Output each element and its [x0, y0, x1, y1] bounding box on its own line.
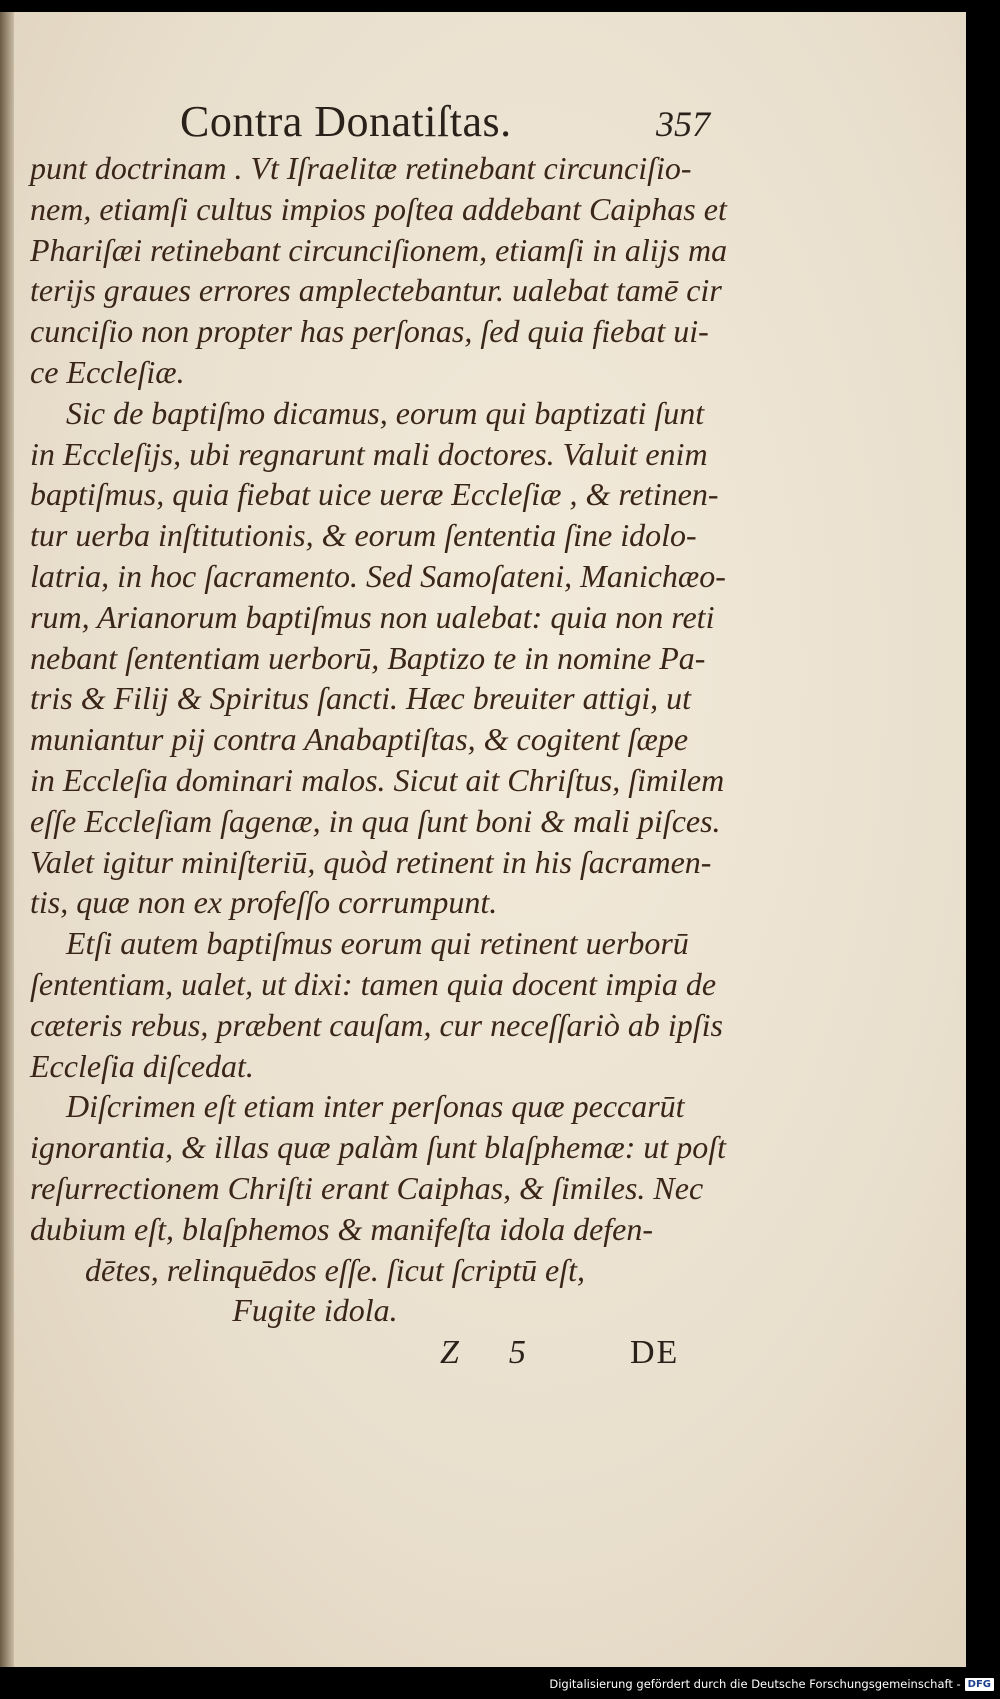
text-line: baptiſmus, quia fiebat uice ueræ Eccleſiæ , & retinen- [30, 476, 719, 513]
binding-gutter [0, 12, 14, 1667]
credit-text: Digitalisierung gefördert durch die Deutsche Forschungsgemeinschaft - [549, 1677, 961, 1691]
text-line: tis, quæ non ex profeſſo corrumpunt. [30, 884, 498, 921]
page-number: 357 [656, 104, 710, 144]
text-line: rum, Arianorum baptiſmus non ualebat: quia non reti [30, 598, 715, 635]
text-line: latria, in hoc ſacramento. Sed Samoſateni, Manichæo- [30, 557, 726, 594]
text-line: Etſi autem baptiſmus eorum qui retinent uerborū [66, 925, 689, 962]
text-line: ce Eccleſiæ. [30, 353, 185, 390]
paragraph [30, 1086, 727, 1249]
text-line: in Eccleſijs, ubi regnarunt mali doctores. Valuit enim [30, 435, 708, 472]
dfg-logo-icon: DFG [965, 1678, 994, 1691]
text-line: reſurrectionem Chriſti erant Caiphas, & ſimiles. Nec [30, 1169, 704, 1206]
text-line: in Eccleſia dominari malos. Sicut ait Chriſtus, ſimilem [30, 761, 725, 798]
signature-letter: Z [440, 1334, 459, 1371]
text-line: ignorantia, & illas quæ palàm ſunt blaſphemæ: ut poſt [30, 1129, 727, 1166]
page-footer [440, 1334, 700, 1374]
text-line: nebant ſententiam uerborū, Baptizo te in nomine Pa- [30, 639, 706, 676]
page-header [180, 96, 710, 146]
text-line: tur uerba inſtitutionis, & eorum ſententia ſine idolo- [30, 517, 697, 554]
text-line: ſententiam, ualet, ut dixi: tamen quia docent impia de [30, 965, 717, 1002]
signature-number: 5 [508, 1334, 526, 1371]
text-line: Eccleſia diſcedat. [30, 1047, 254, 1084]
text-line: muniantur pij contra Anabaptiſtas, & cogitent ſæpe [30, 721, 689, 758]
catchword: DE [630, 1334, 680, 1371]
text-line: cæteris rebus, præbent cauſam, cur neceſſariò ab ipſis [30, 1006, 723, 1043]
closing-line: Fugite idola. [232, 1292, 398, 1329]
text-line: nem, etiamſi cultus impios poſtea addebant Caiphas et [30, 190, 727, 227]
paragraph [30, 393, 726, 923]
closing-line: dētes, relinquēdos eſſe. ſicut ſcriptū eſt, [84, 1251, 586, 1288]
text-line: dubium eſt, blaſphemos & manifeſta idola defen- [30, 1210, 654, 1247]
text-line: Phariſæi retinebant circunciſionem, etiamſi in alijs ma [30, 231, 728, 268]
text-line: Valet igitur miniſteriū, quòd retinent in his ſacramen- [30, 843, 712, 880]
paragraph [30, 923, 723, 1086]
book-page [0, 12, 966, 1667]
running-title: Contra Donatiſtas. [180, 97, 512, 146]
paragraph [30, 148, 728, 393]
text-line: Diſcrimen eſt etiam inter perſonas quæ peccarūt [66, 1088, 685, 1125]
text-line: Sic de baptiſmo dicamus, eorum qui baptizati ſunt [66, 394, 705, 431]
signature-mark [440, 1334, 590, 1372]
body-text [30, 148, 728, 1331]
text-line: eſſe Eccleſiam ſagenæ, in qua ſunt boni & mali piſces. [30, 802, 721, 839]
text-line: tris & Filij & Spiritus ſancti. Hæc breuiter attigi, ut [30, 680, 692, 717]
text-line: punt doctrinam . Vt Iſraelitæ retinebant circunciſio- [30, 150, 692, 186]
text-line: cunciſio non propter has perſonas, ſed quia fiebat ui- [30, 313, 709, 350]
digitization-credit [549, 1675, 1000, 1693]
text-line: terijs graues errores amplectebantur. ualebat tamē cir [30, 272, 722, 309]
